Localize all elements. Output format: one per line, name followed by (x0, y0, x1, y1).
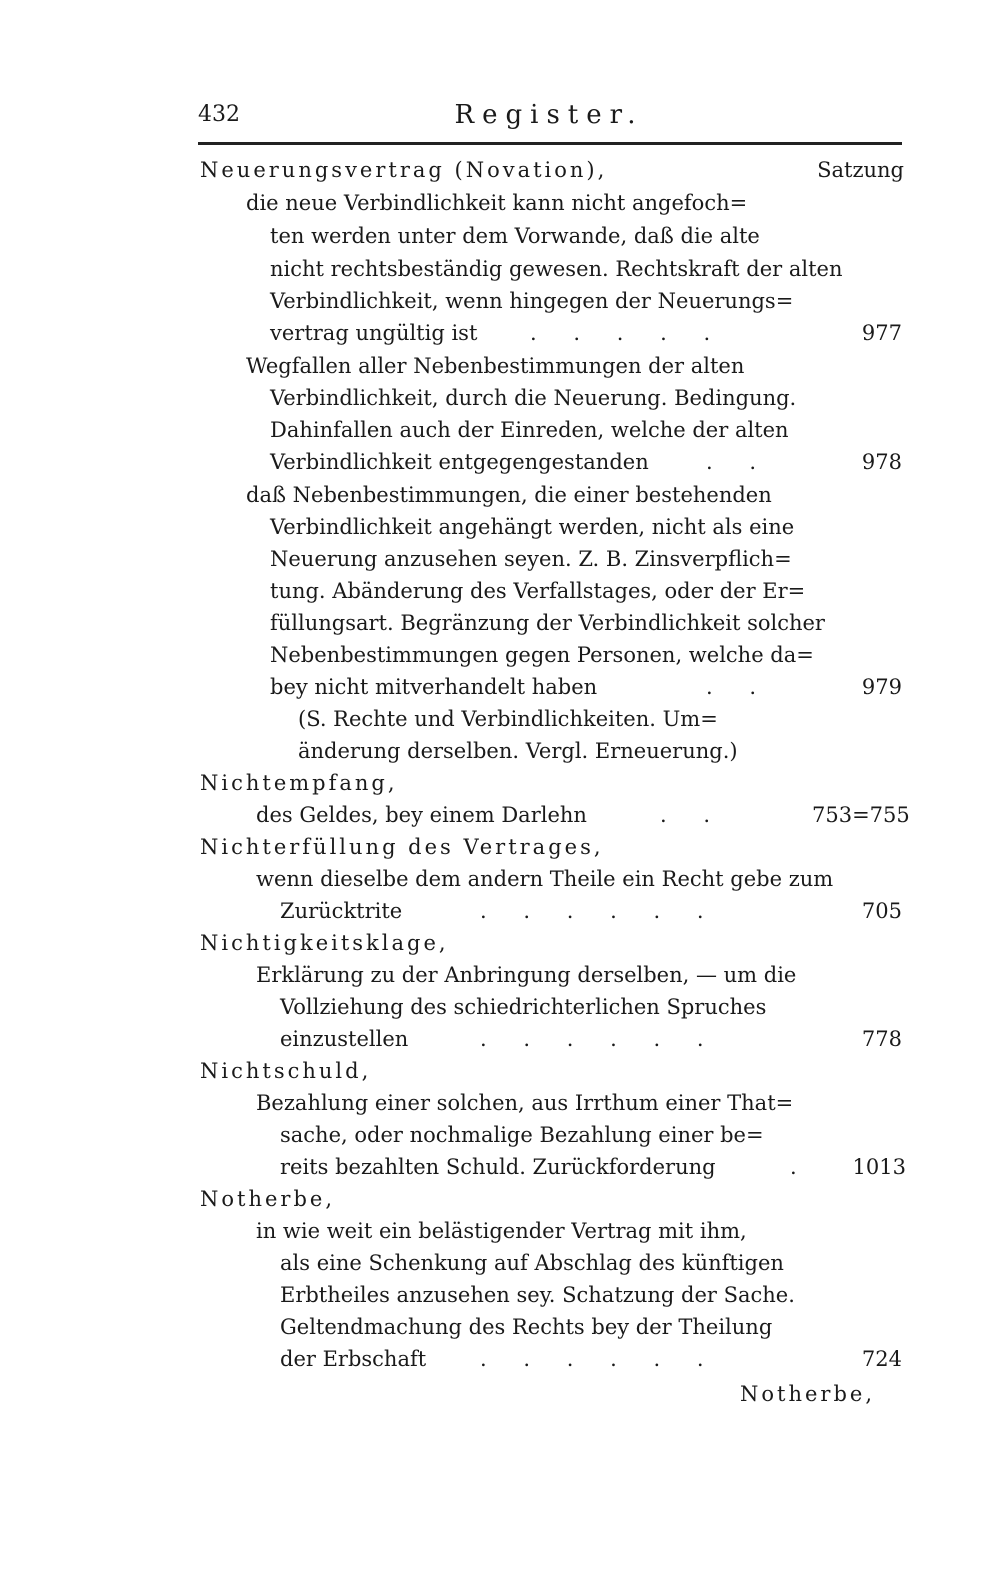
page-reference: 753=755 (812, 803, 910, 827)
entry-line: bey nicht mitverhandelt haben (270, 675, 598, 699)
page-reference: 1013 (852, 1155, 906, 1179)
entry-heading: Neuerungsvertrag (Novation), (200, 158, 608, 182)
entry-heading: Nichtigkeitsklage, (200, 931, 449, 955)
entry-line: Neuerung anzusehen seyen. Z. B. Zinsverpflich= (270, 547, 792, 571)
entry-line: reits bezahlten Schuld. Zurückforderung (280, 1155, 716, 1179)
leader-dots: . . . . . (530, 321, 713, 345)
page-reference: 705 (861, 899, 902, 923)
entry-line: vertrag ungültig ist (270, 321, 478, 345)
entry-line: füllungsart. Begränzung der Verbindlichkeit solcher (270, 611, 825, 635)
page-reference: 979 (861, 675, 902, 699)
entry-line: Vollziehung des schiedrichterlichen Spruches (280, 995, 767, 1019)
entry-line: einzustellen (280, 1027, 409, 1051)
entry-line: Verbindlichkeit angehängt werden, nicht als eine (270, 515, 795, 539)
page-reference: 778 (861, 1027, 902, 1051)
entry-line: der Erbschaft (280, 1347, 427, 1371)
page-reference: 978 (861, 450, 902, 474)
entry-heading: Nichtschuld, (200, 1059, 372, 1083)
leader-dots: . . . . . . (480, 899, 706, 923)
entry-heading: Notherbe, (200, 1187, 335, 1211)
entry-line: Wegfallen aller Nebenbestimmungen der alten (246, 354, 745, 378)
entry-line: nicht rechtsbeständig gewesen. Rechtskraft der alten (270, 257, 843, 281)
leader-dots: . . (660, 803, 713, 827)
entry-line: Nebenbestimmungen gegen Personen, welche da= (270, 643, 814, 667)
leader-dots: . . . . . . (480, 1347, 706, 1371)
running-title: Register. (454, 100, 644, 130)
entry-line: tung. Abänderung des Verfallstages, oder der Er= (270, 579, 806, 603)
entry-line: Erbtheiles anzusehen sey. Schatzung der Sache. (280, 1283, 795, 1307)
entry-line: Bezahlung einer solchen, aus Irrthum einer That= (256, 1091, 794, 1115)
entry-line: die neue Verbindlichkeit kann nicht angefoch= (246, 191, 748, 215)
entry-line: Geltendmachung des Rechts bey der Theilung (280, 1315, 773, 1339)
entry-heading: Nichterfüllung des Vertrages, (200, 835, 604, 859)
entry-line: des Geldes, bey einem Darlehn (256, 803, 587, 827)
entry-line: Verbindlichkeit, durch die Neuerung. Bedingung. (270, 386, 797, 410)
entry-line: in wie weit ein belästigender Vertrag mit ihm, (256, 1219, 747, 1243)
entry-line: Verbindlichkeit, wenn hingegen der Neuerungs= (270, 289, 794, 313)
catchword: Notherbe, (740, 1382, 875, 1406)
entry-line: Erklärung zu der Anbringung derselben, — um die (256, 963, 797, 987)
page-reference: 724 (861, 1347, 902, 1371)
entry-line: sache, oder nochmalige Bezahlung einer be= (280, 1123, 764, 1147)
entry-line: daß Nebenbestimmungen, die einer bestehenden (246, 483, 772, 507)
entry-heading-right: Satzung (817, 158, 904, 182)
entry-line: Verbindlichkeit entgegengestanden (270, 450, 649, 474)
page-number: 432 (198, 102, 240, 127)
entry-line: Zurücktrite (280, 899, 403, 923)
page-header (198, 100, 900, 140)
header-rule (198, 142, 902, 145)
entry-line: änderung derselben. Vergl. Erneuerung.) (298, 739, 738, 763)
entry-heading: Nichtempfang, (200, 771, 398, 795)
page-reference: 977 (861, 321, 902, 345)
entry-line: wenn dieselbe dem andern Theile ein Recht gebe zum (256, 867, 834, 891)
leader-dots: . (790, 1155, 799, 1179)
leader-dots: . . . . . . (480, 1027, 706, 1051)
entry-line: (S. Rechte und Verbindlichkeiten. Um= (298, 707, 718, 731)
leader-dots: . . (706, 675, 759, 699)
entry-line: Dahinfallen auch der Einreden, welche der alten (270, 418, 789, 442)
entry-line: ten werden unter dem Vorwande, daß die alte (270, 224, 760, 248)
entry-line: als eine Schenkung auf Abschlag des künftigen (280, 1251, 784, 1275)
leader-dots: . . (706, 450, 759, 474)
